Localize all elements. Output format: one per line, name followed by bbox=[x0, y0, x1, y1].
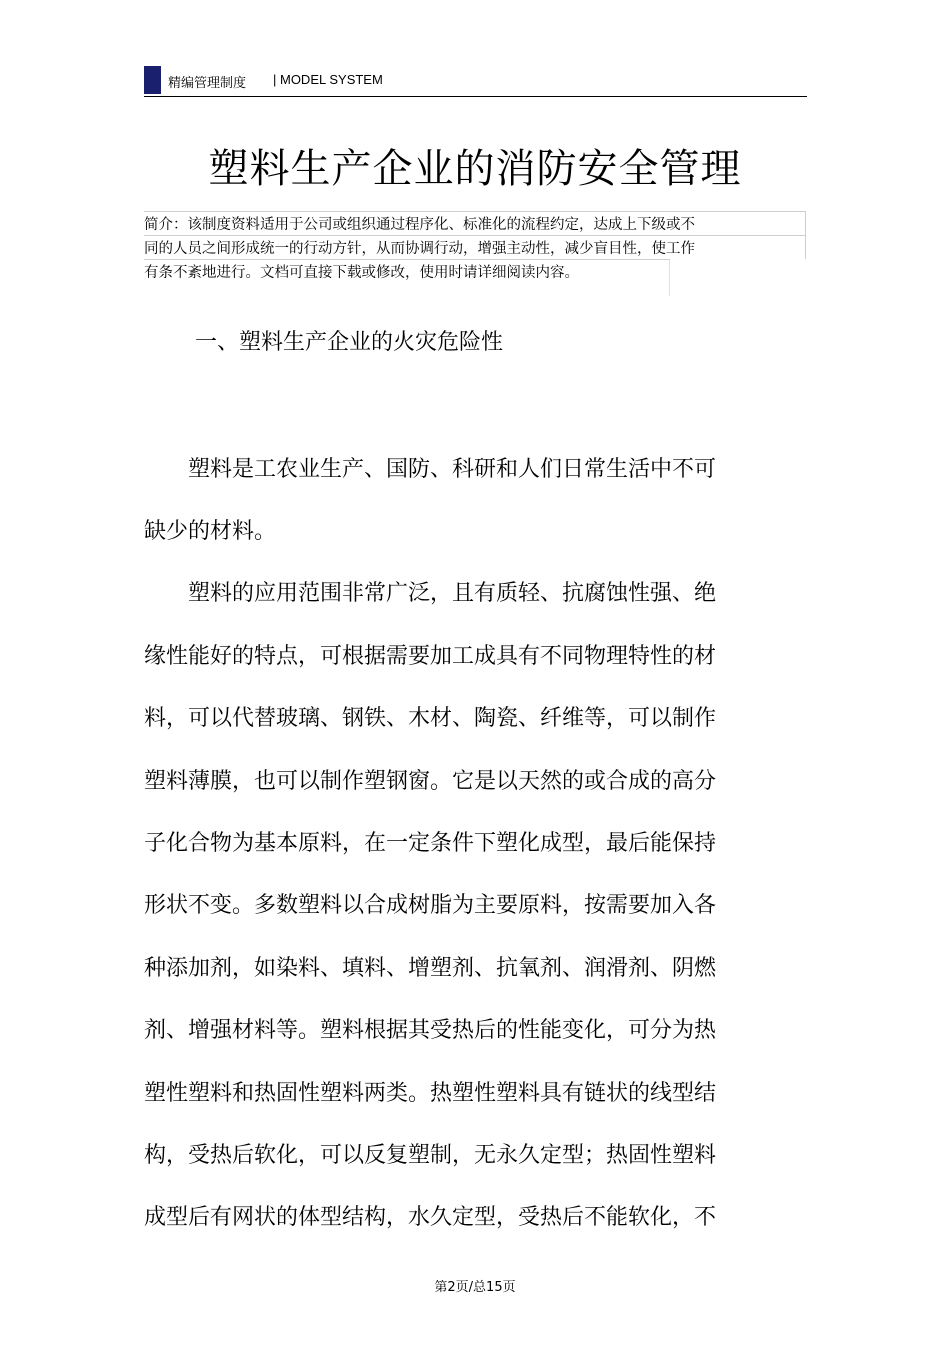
intro-line: 同的人员之间形成统一的行动方针，从而协调行动，增强主动性，减少盲目性，使工作 bbox=[144, 235, 806, 259]
body-line: 剂、增强材料等。塑料根据其受热后的性能变化，可分为热 bbox=[144, 1018, 717, 1043]
body-line: 塑料薄膜，也可以制作塑钢窗。它是以天然的或合成的高分 bbox=[144, 769, 717, 794]
body-line: 成型后有网状的体型结构，水久定型，受热后不能软化，不 bbox=[144, 1205, 717, 1230]
page-number: 第2页/总15页 bbox=[434, 1280, 516, 1295]
page-header bbox=[144, 66, 807, 97]
header-model-system: | MODEL SYSTEM bbox=[273, 72, 383, 87]
intro-line: 有条不紊地进行。文档可直接下载或修改，使用时请详细阅读内容。 bbox=[144, 259, 670, 283]
body-line: 缘性能好的特点，可根据需要加工成具有不同物理特性的材 bbox=[144, 644, 717, 669]
section-heading: 一、塑料生产企业的火灾危险性 bbox=[195, 330, 504, 355]
intro-block bbox=[144, 211, 806, 283]
header-title: 精编管理制度 bbox=[168, 76, 247, 91]
document-title: 塑料生产企业的消防安全管理 bbox=[208, 146, 742, 192]
body-line: 塑料的应用范围非常广泛，且有质轻、抗腐蚀性强、绝 bbox=[144, 581, 717, 606]
body-line: 形状不变。多数塑料以合成树脂为主要原料，按需要加入各 bbox=[144, 893, 717, 918]
body-line: 子化合物为基本原料，在一定条件下塑化成型，最后能保持 bbox=[144, 831, 717, 856]
body-line: 构，受热后软化，可以反复塑制，无永久定型；热固性塑料 bbox=[144, 1143, 717, 1168]
body-line: 塑料是工农业生产、国防、科研和人们日常生活中不可 bbox=[144, 457, 717, 482]
intro-line: 简介：该制度资料适用于公司或组织通过程序化、标准化的流程约定，达成上下级或不 bbox=[144, 211, 806, 235]
body-line: 塑性塑料和热固性塑料两类。热塑性塑料具有链状的线型结 bbox=[144, 1081, 717, 1106]
body-line: 种添加剂，如染料、填料、增塑剂、抗氧剂、润滑剂、阴燃 bbox=[144, 956, 717, 981]
body-line: 缺少的材料。 bbox=[144, 519, 277, 544]
body-line: 料，可以代替玻璃、钢铁、木材、陶瓷、纤维等，可以制作 bbox=[144, 706, 717, 731]
logo-icon bbox=[144, 66, 161, 94]
